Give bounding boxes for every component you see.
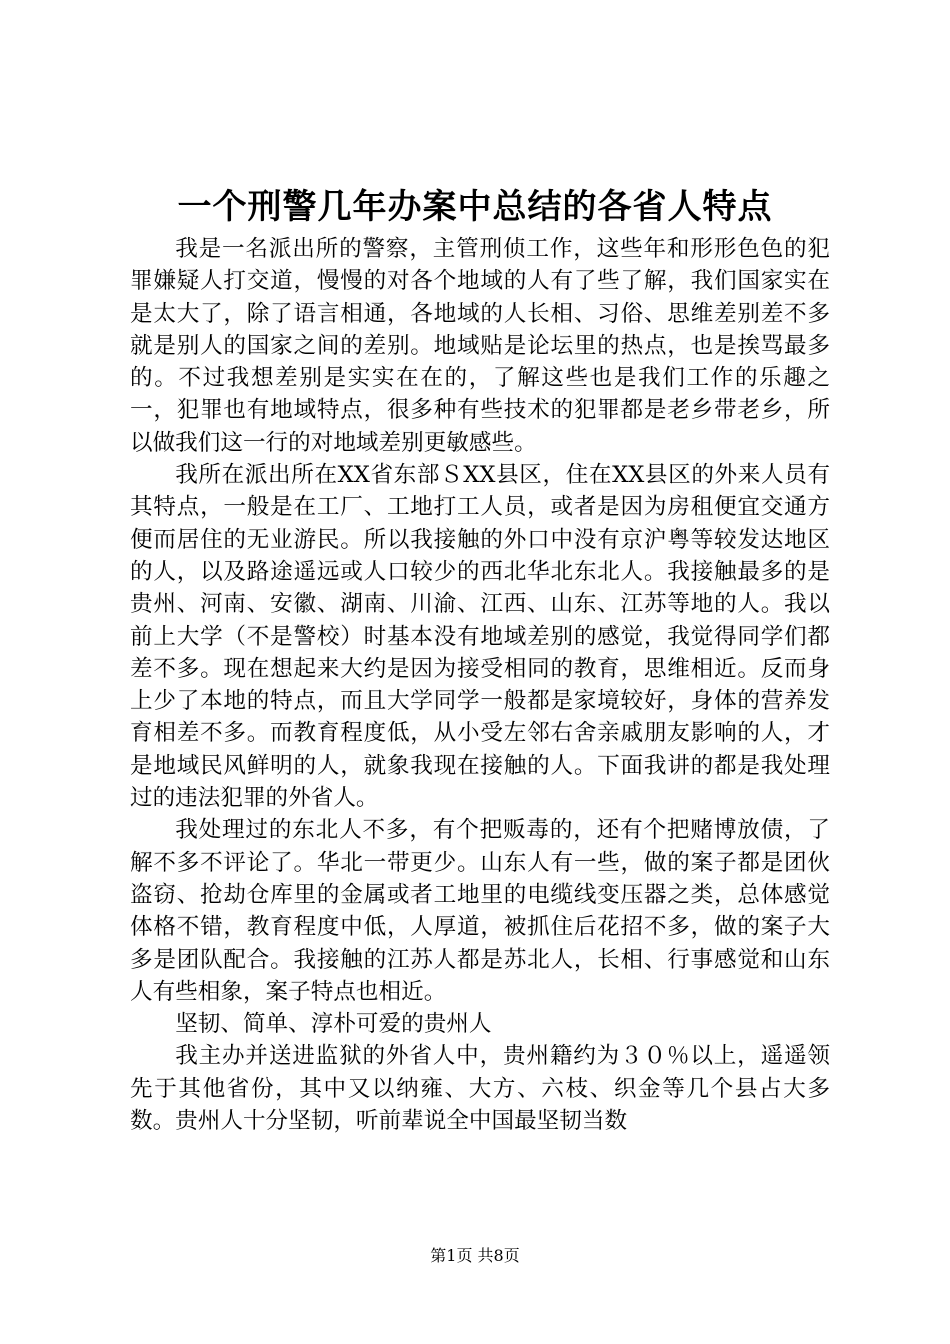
section-subheading: 坚韧、简单、淳朴可爱的贵州人 (175, 1011, 492, 1038)
document-body (130, 233, 830, 1137)
paragraph-guizhou: 我主办并送进监狱的外省人中，贵州籍约为３０％以上，遥遥领先于其他省份，其中又以纳雍、大方、六枝、织金等几个县占大多数。贵州人十分坚韧，听前辈说全中国最坚韧当数 (130, 1043, 830, 1135)
paragraph-location: 我所在派出所在XX省东部ＳXX县区，住在XX县区的外来人员有其特点，一般是在工厂、工地打工人员，或者是因为房租便宜交通方便而居住的无业游民。所以我接触的外口中没有京沪粤等较发达地区的人，以及路途遥远或人口较少的西北华北东北人。我接触最多的是贵州、河南、安徽、湖南、川渝、江西、山东、江苏等地的人。我以前上大学（不是警校）时基本没有地域差别的感觉，我觉得同学们都差不多。现在想起来大约是因为接受相同的教育，思维相近。反而身上少了本地的特点，而且大学同学一般都是家境较好，身体的营养发育相差不多。而教育程度低，从小受左邻右舍亲戚朋友影响的人，才是地域民风鲜明的人，就象我现在接触的人。下面我讲的都是我处理过的违法犯罪的外省人。 (130, 462, 830, 812)
document-title: 一个刑警几年办案中总结的各省人特点 (177, 187, 773, 227)
page-number-footer: 第1页 共8页 (430, 1246, 520, 1265)
paragraph-northern-provinces: 我处理过的东北人不多，有个把贩毒的，还有个把赌博放债，了解不多不评论了。华北一带更少。山东人有一些，做的案子都是团伙盗窃、抢劫仓库里的金属或者工地里的电缆线变压器之类，总体感觉体格不错，教育程度中低，人厚道，被抓住后花招不多，做的案子大多是团队配合。我接触的江苏人都是苏北人，长相、行事感觉和山东人有些相象，案子特点也相近。 (130, 817, 830, 1005)
paragraph-intro: 我是一名派出所的警察，主管刑侦工作，这些年和形形色色的犯罪嫌疑人打交道，慢慢的对各个地域的人有了些了解，我们国家实在是太大了，除了语言相通，各地域的人长相、习俗、思维差别差不多就是别人的国家之间的差别。地域贴是论坛里的热点，也是挨骂最多的。不过我想差别是实实在在的，了解这些也是我们工作的乐趣之一，犯罪也有地域特点，很多种有些技术的犯罪都是老乡带老乡，所以做我们这一行的对地域差别更敏感些。 (130, 236, 830, 456)
